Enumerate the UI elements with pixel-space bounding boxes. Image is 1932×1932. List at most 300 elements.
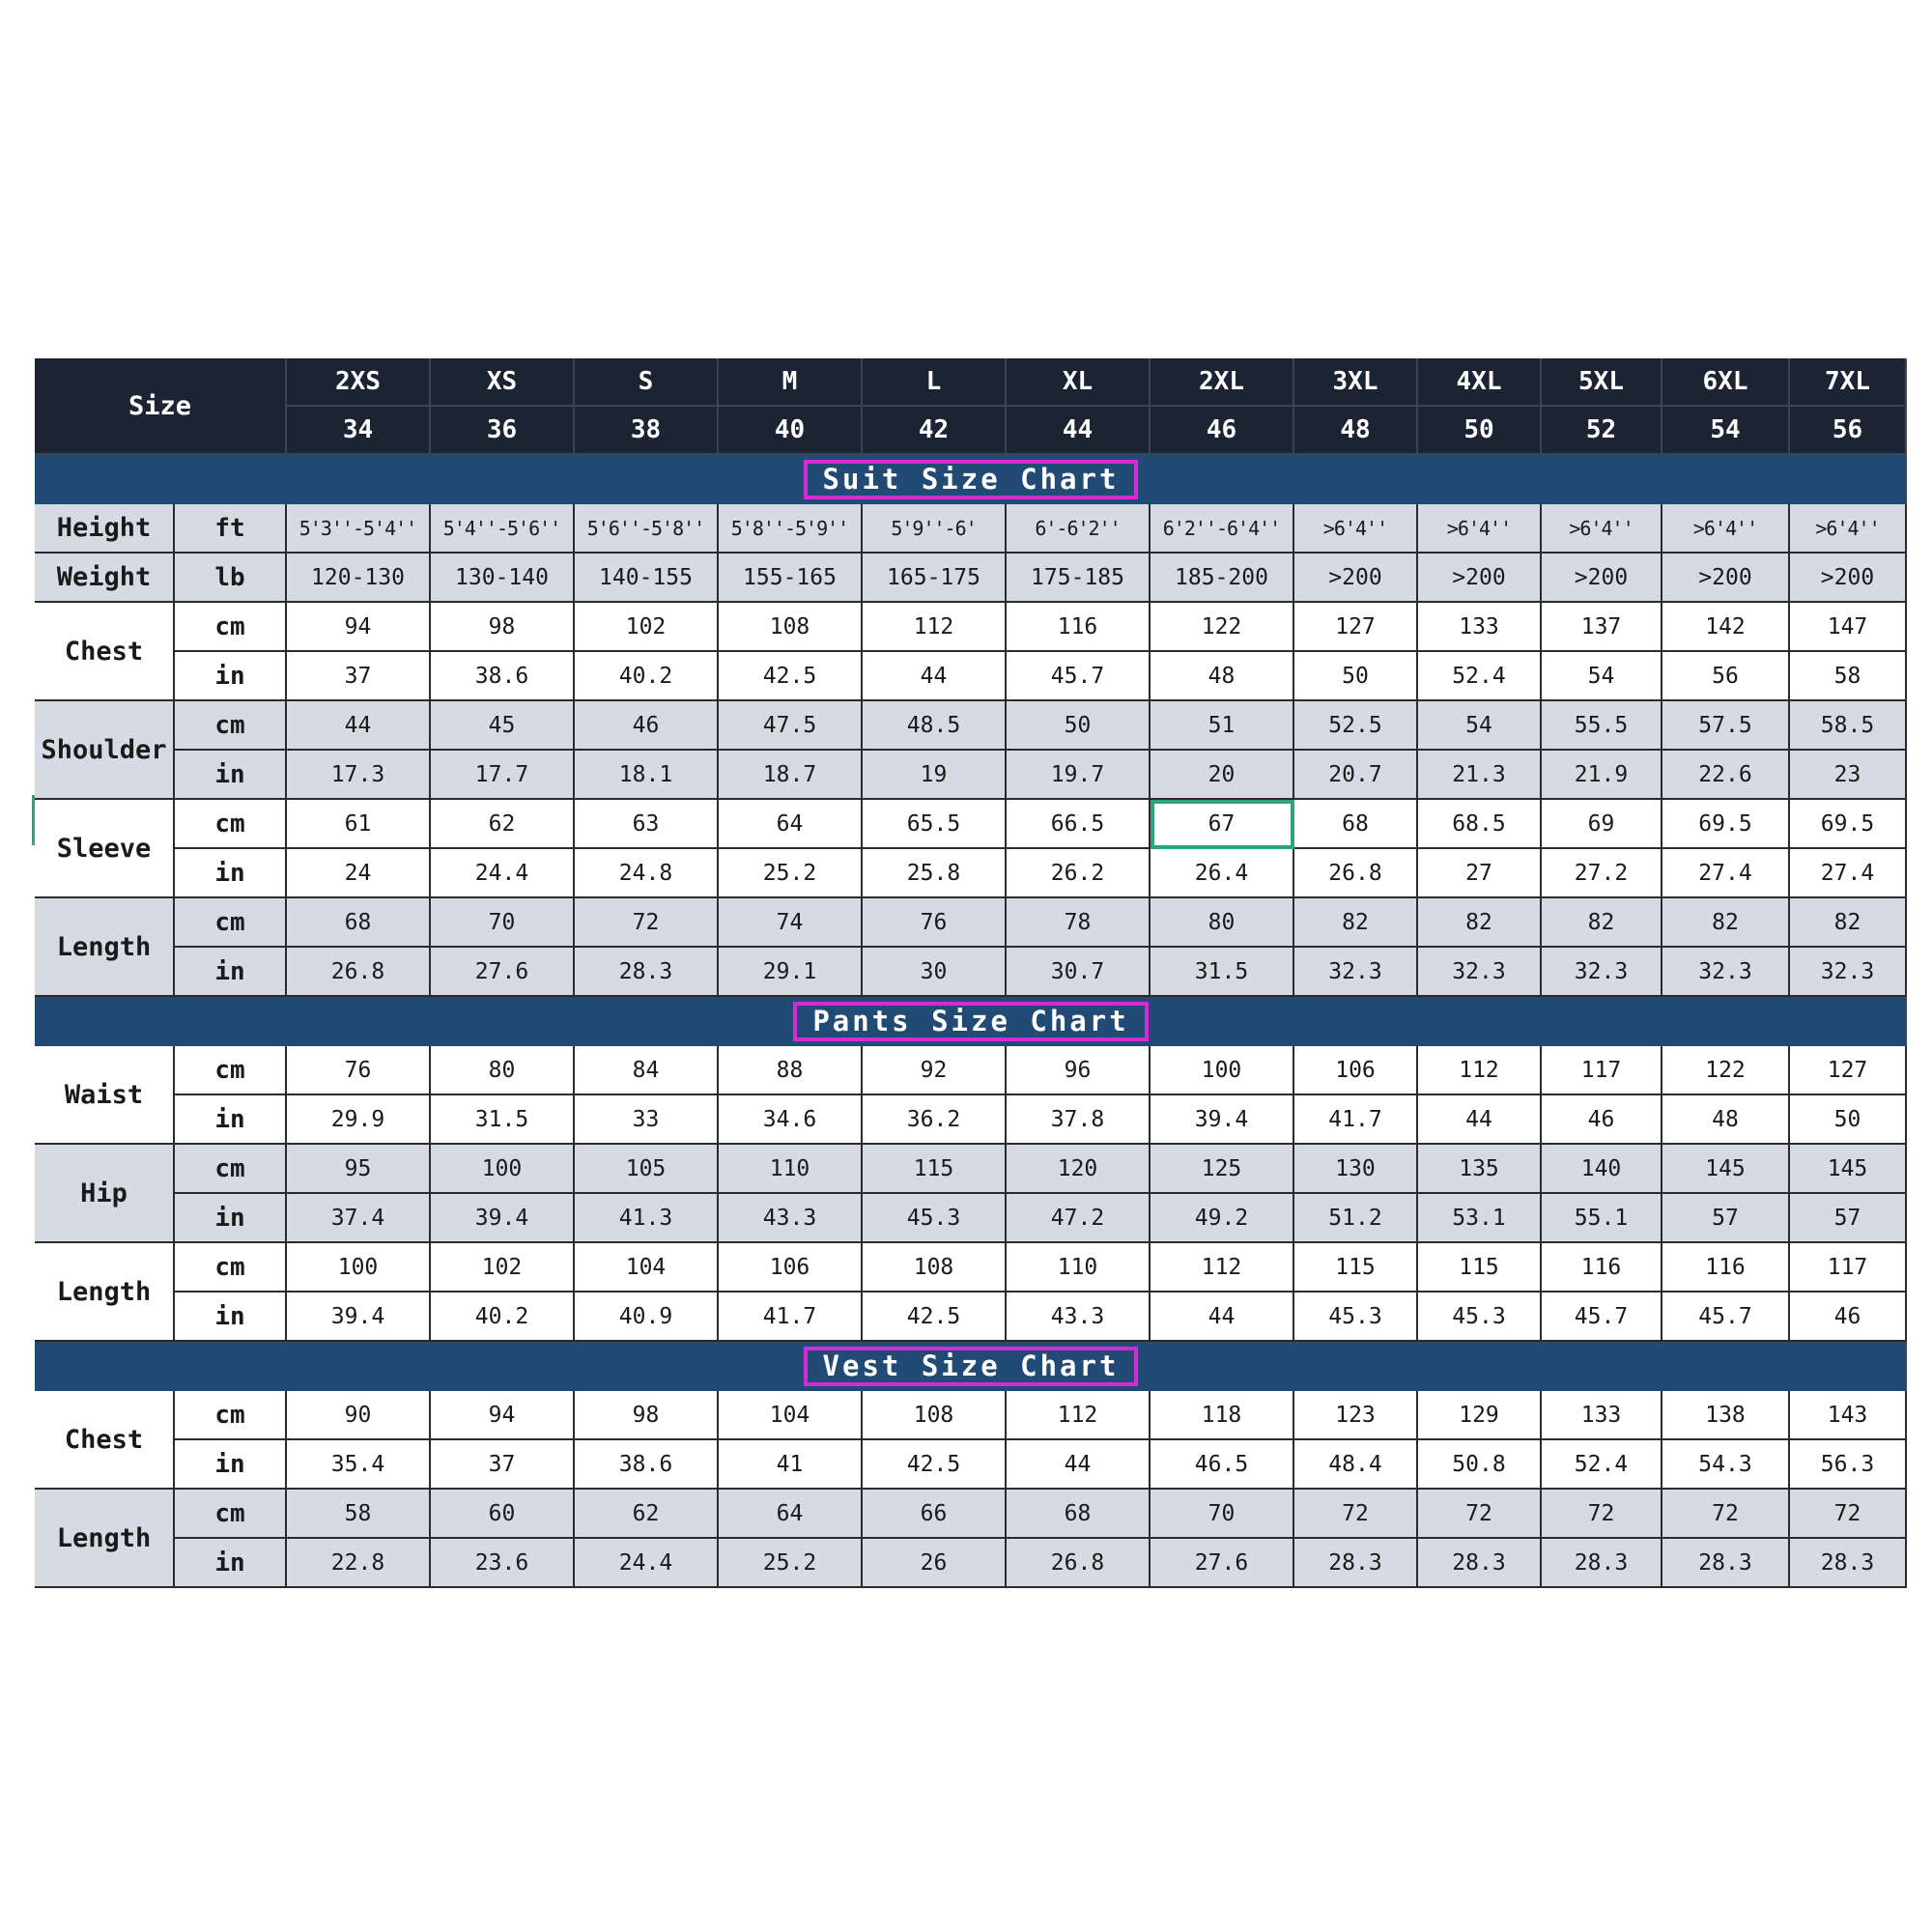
value-cell: 24 [287,849,431,898]
value-cell: 20.7 [1294,751,1418,800]
value-cell: 145 [1790,1145,1907,1194]
value-cell: 52.4 [1542,1440,1662,1490]
value-cell: 72 [1542,1490,1662,1539]
section-title: Suit Size Chart [804,460,1139,499]
value-cell: 155-165 [719,554,863,603]
value-cell: 38.6 [431,652,575,701]
value-cell: 5'6''-5'8'' [575,504,719,554]
value-cell: 112 [1007,1391,1151,1440]
value-cell: 137 [1542,603,1662,652]
value-cell: 68.5 [1418,800,1542,849]
size-letter-header: 2XS [287,358,431,407]
value-cell: 100 [1151,1046,1294,1095]
row-label: Waist [35,1046,175,1145]
value-cell: 37.4 [287,1194,431,1243]
value-cell: 58.5 [1790,701,1907,751]
value-cell: 21.3 [1418,751,1542,800]
value-cell: 32.3 [1418,948,1542,997]
value-cell: 106 [719,1243,863,1293]
value-cell: 105 [575,1145,719,1194]
value-cell: 44 [287,701,431,751]
value-cell: 98 [575,1391,719,1440]
value-cell: 43.3 [1007,1293,1151,1342]
value-cell: 57.5 [1662,701,1790,751]
unit-label: cm [175,1046,287,1095]
value-cell: 94 [431,1391,575,1440]
value-cell: 130-140 [431,554,575,603]
value-cell: 142 [1662,603,1790,652]
value-cell: 45.3 [1294,1293,1418,1342]
unit-label: in [175,1539,287,1588]
value-cell: 32.3 [1662,948,1790,997]
value-cell: >200 [1294,554,1418,603]
value-cell: 90 [287,1391,431,1440]
value-cell: 92 [863,1046,1007,1095]
value-cell: 41.7 [719,1293,863,1342]
value-cell: 108 [863,1243,1007,1293]
value-cell: 41 [719,1440,863,1490]
value-cell: 122 [1151,603,1294,652]
value-cell: 45.3 [1418,1293,1542,1342]
value-cell: 62 [575,1490,719,1539]
unit-label: cm [175,603,287,652]
size-number-header: 36 [431,407,575,455]
value-cell: 117 [1790,1243,1907,1293]
value-cell: 58 [1790,652,1907,701]
value-cell: 49.2 [1151,1194,1294,1243]
value-cell: 165-175 [863,554,1007,603]
value-cell: 46 [1790,1293,1907,1342]
value-cell: 112 [863,603,1007,652]
value-cell: 23 [1790,751,1907,800]
row-label: Weight [35,554,175,603]
value-cell: 135 [1418,1145,1542,1194]
size-letter-header: S [575,358,719,407]
value-cell: 80 [431,1046,575,1095]
value-cell: 60 [431,1490,575,1539]
value-cell: 41.3 [575,1194,719,1243]
value-cell: 42.5 [863,1293,1007,1342]
value-cell: 55.5 [1542,701,1662,751]
value-cell: 62 [431,800,575,849]
value-cell: 44 [1418,1095,1542,1145]
value-cell: 28.3 [575,948,719,997]
value-cell: 48 [1662,1095,1790,1145]
value-cell: 39.4 [1151,1095,1294,1145]
row-label: Chest [35,1391,175,1490]
value-cell: 185-200 [1151,554,1294,603]
value-cell: 17.3 [287,751,431,800]
unit-label: in [175,1095,287,1145]
value-cell: 48.4 [1294,1440,1418,1490]
value-cell: 29.9 [287,1095,431,1145]
unit-label: cm [175,1145,287,1194]
value-cell: 72 [1418,1490,1542,1539]
value-cell: 45.7 [1542,1293,1662,1342]
size-letter-header: 7XL [1790,358,1907,407]
value-cell: 54 [1418,701,1542,751]
value-cell: 118 [1151,1391,1294,1440]
value-cell: 18.1 [575,751,719,800]
unit-label: cm [175,1490,287,1539]
value-cell: 84 [575,1046,719,1095]
value-cell: 115 [1294,1243,1418,1293]
value-cell: 102 [575,603,719,652]
value-cell: 27.6 [431,948,575,997]
value-cell: 104 [575,1243,719,1293]
value-cell: 31.5 [431,1095,575,1145]
value-cell: 80 [1151,898,1294,948]
value-cell: 46 [1542,1095,1662,1145]
value-cell: 27 [1418,849,1542,898]
value-cell: 53.1 [1418,1194,1542,1243]
value-cell: 125 [1151,1145,1294,1194]
value-cell: 100 [287,1243,431,1293]
value-cell: 64 [719,1490,863,1539]
unit-label: in [175,652,287,701]
value-cell: 120 [1007,1145,1151,1194]
size-header-label: Size [35,358,287,455]
size-letter-header: M [719,358,863,407]
value-cell: 24.4 [431,849,575,898]
value-cell: 19 [863,751,1007,800]
value-cell: 6'-6'2'' [1007,504,1151,554]
value-cell: 112 [1151,1243,1294,1293]
size-number-header: 44 [1007,407,1151,455]
size-number-header: 56 [1790,407,1907,455]
value-cell: 147 [1790,603,1907,652]
value-cell: 46 [575,701,719,751]
size-letter-header: 3XL [1294,358,1418,407]
value-cell: 24.8 [575,849,719,898]
size-number-header: 34 [287,407,431,455]
value-cell: >6'4'' [1790,504,1907,554]
size-letter-header: 5XL [1542,358,1662,407]
value-cell: 175-185 [1007,554,1151,603]
size-letter-header: 2XL [1151,358,1294,407]
value-cell: 5'8''-5'9'' [719,504,863,554]
value-cell: 29.1 [719,948,863,997]
value-cell: 116 [1542,1243,1662,1293]
value-cell: 82 [1418,898,1542,948]
value-cell: 110 [719,1145,863,1194]
row-label: Sleeve [35,800,175,898]
value-cell: 47.2 [1007,1194,1151,1243]
value-cell: 45.7 [1007,652,1151,701]
value-cell: 37 [287,652,431,701]
value-cell: 47.5 [719,701,863,751]
value-cell: 35.4 [287,1440,431,1490]
value-cell: 25.8 [863,849,1007,898]
value-cell: 44 [863,652,1007,701]
value-cell: 74 [719,898,863,948]
size-number-header: 42 [863,407,1007,455]
value-cell: 115 [863,1145,1007,1194]
value-cell: 66.5 [1007,800,1151,849]
value-cell: 27.4 [1662,849,1790,898]
value-cell: 39.4 [431,1194,575,1243]
value-cell: 129 [1418,1391,1542,1440]
size-letter-header: XL [1007,358,1151,407]
value-cell: 56.3 [1790,1440,1907,1490]
value-cell: 28.3 [1542,1539,1662,1588]
value-cell: 5'9''-6' [863,504,1007,554]
value-cell: 58 [287,1490,431,1539]
value-cell: 26 [863,1539,1007,1588]
section-header [35,1342,1907,1391]
value-cell: 76 [863,898,1007,948]
value-cell: 70 [431,898,575,948]
value-cell: 21.9 [1542,751,1662,800]
value-cell: 48 [1151,652,1294,701]
value-cell: 36.2 [863,1095,1007,1145]
value-cell: >6'4'' [1294,504,1418,554]
value-cell: 72 [1294,1490,1418,1539]
value-cell: 44 [1151,1293,1294,1342]
value-cell: 120-130 [287,554,431,603]
value-cell: 116 [1007,603,1151,652]
value-cell: 50 [1790,1095,1907,1145]
value-cell: 28.3 [1418,1539,1542,1588]
unit-label: in [175,1194,287,1243]
size-number-header: 48 [1294,407,1418,455]
value-cell: >200 [1418,554,1542,603]
unit-label: ft [175,504,287,554]
value-cell: 57 [1662,1194,1790,1243]
value-cell: 127 [1294,603,1418,652]
value-cell: 5'4''-5'6'' [431,504,575,554]
unit-label: in [175,1440,287,1490]
value-cell: 32.3 [1294,948,1418,997]
value-cell: 43.3 [719,1194,863,1243]
value-cell: >6'4'' [1662,504,1790,554]
value-cell: 30.7 [1007,948,1151,997]
value-cell: 116 [1662,1243,1790,1293]
value-cell: 133 [1418,603,1542,652]
unit-label: in [175,948,287,997]
selection-edge-marker [32,795,35,845]
row-label: Length [35,898,175,997]
value-cell: 72 [1790,1490,1907,1539]
value-cell: 68 [1294,800,1418,849]
value-cell: 56 [1662,652,1790,701]
size-chart-table [35,358,1907,1580]
value-cell: 88 [719,1046,863,1095]
value-cell: 28.3 [1294,1539,1418,1588]
value-cell: 68 [1007,1490,1151,1539]
value-cell: 69.5 [1662,800,1790,849]
value-cell: 54.3 [1662,1440,1790,1490]
value-cell: 130 [1294,1145,1418,1194]
value-cell: 42.5 [719,652,863,701]
value-cell: 94 [287,603,431,652]
value-cell: 69 [1542,800,1662,849]
value-cell: 18.7 [719,751,863,800]
row-label: Length [35,1243,175,1342]
value-cell: >200 [1542,554,1662,603]
row-label: Shoulder [35,701,175,800]
unit-label: in [175,751,287,800]
value-cell: 27.2 [1542,849,1662,898]
value-cell: 51 [1151,701,1294,751]
row-label: Chest [35,603,175,701]
value-cell: 69.5 [1790,800,1907,849]
value-cell: 20 [1151,751,1294,800]
value-cell: 45 [431,701,575,751]
size-number-header: 52 [1542,407,1662,455]
value-cell: 6'2''-6'4'' [1151,504,1294,554]
value-cell: 104 [719,1391,863,1440]
size-letter-header: 6XL [1662,358,1790,407]
value-cell: 52.5 [1294,701,1418,751]
value-cell: 28.3 [1790,1539,1907,1588]
value-cell: 127 [1790,1046,1907,1095]
value-cell: >200 [1662,554,1790,603]
value-cell: 115 [1418,1243,1542,1293]
row-label: Length [35,1490,175,1588]
value-cell: 51.2 [1294,1194,1418,1243]
value-cell: 67 [1151,800,1294,849]
value-cell: 82 [1662,898,1790,948]
value-cell: 70 [1151,1490,1294,1539]
value-cell: 108 [719,603,863,652]
value-cell: 26.4 [1151,849,1294,898]
value-cell: 112 [1418,1046,1542,1095]
value-cell: 33 [575,1095,719,1145]
value-cell: 19.7 [1007,751,1151,800]
value-cell: 26.2 [1007,849,1151,898]
value-cell: 145 [1662,1145,1790,1194]
value-cell: 25.2 [719,849,863,898]
value-cell: 26.8 [1007,1539,1151,1588]
value-cell: 42.5 [863,1440,1007,1490]
value-cell: 98 [431,603,575,652]
value-cell: 48.5 [863,701,1007,751]
value-cell: 38.6 [575,1440,719,1490]
size-number-header: 50 [1418,407,1542,455]
value-cell: 37 [431,1440,575,1490]
value-cell: 31.5 [1151,948,1294,997]
value-cell: 46.5 [1151,1440,1294,1490]
value-cell: 27.4 [1790,849,1907,898]
section-header [35,997,1907,1046]
value-cell: 82 [1294,898,1418,948]
value-cell: 72 [1662,1490,1790,1539]
value-cell: 123 [1294,1391,1418,1440]
size-number-header: 46 [1151,407,1294,455]
value-cell: 28.3 [1662,1539,1790,1588]
value-cell: 41.7 [1294,1095,1418,1145]
value-cell: >200 [1790,554,1907,603]
value-cell: 82 [1790,898,1907,948]
value-cell: 27.6 [1151,1539,1294,1588]
value-cell: 96 [1007,1046,1151,1095]
value-cell: 122 [1662,1046,1790,1095]
value-cell: 76 [287,1046,431,1095]
value-cell: 34.6 [719,1095,863,1145]
value-cell: 82 [1542,898,1662,948]
value-cell: 140-155 [575,554,719,603]
value-cell: 55.1 [1542,1194,1662,1243]
value-cell: 45.3 [863,1194,1007,1243]
value-cell: 22.8 [287,1539,431,1588]
unit-label: lb [175,554,287,603]
size-number-header: 54 [1662,407,1790,455]
value-cell: 50 [1294,652,1418,701]
value-cell: 63 [575,800,719,849]
value-cell: 78 [1007,898,1151,948]
value-cell: 100 [431,1145,575,1194]
value-cell: 117 [1542,1046,1662,1095]
value-cell: 138 [1662,1391,1790,1440]
size-letter-header: L [863,358,1007,407]
unit-label: cm [175,898,287,948]
unit-label: cm [175,1391,287,1440]
value-cell: 44 [1007,1440,1151,1490]
value-cell: 66 [863,1490,1007,1539]
value-cell: 57 [1790,1194,1907,1243]
value-cell: 50 [1007,701,1151,751]
value-cell: 23.6 [431,1539,575,1588]
value-cell: 68 [287,898,431,948]
section-title: Vest Size Chart [804,1347,1139,1386]
value-cell: 17.7 [431,751,575,800]
value-cell: 32.3 [1542,948,1662,997]
unit-label: cm [175,800,287,849]
value-cell: 37.8 [1007,1095,1151,1145]
value-cell: 108 [863,1391,1007,1440]
value-cell: 25.2 [719,1539,863,1588]
value-cell: 32.3 [1790,948,1907,997]
value-cell: 102 [431,1243,575,1293]
value-cell: 40.2 [431,1293,575,1342]
value-cell: 26.8 [287,948,431,997]
value-cell: 65.5 [863,800,1007,849]
value-cell: 39.4 [287,1293,431,1342]
value-cell: >6'4'' [1418,504,1542,554]
unit-label: in [175,1293,287,1342]
value-cell: 143 [1790,1391,1907,1440]
value-cell: 30 [863,948,1007,997]
unit-label: cm [175,1243,287,1293]
row-label: Height [35,504,175,554]
value-cell: 61 [287,800,431,849]
value-cell: 26.8 [1294,849,1418,898]
value-cell: 72 [575,898,719,948]
section-title: Pants Size Chart [793,1002,1148,1041]
unit-label: in [175,849,287,898]
value-cell: 50.8 [1418,1440,1542,1490]
section-header [35,455,1907,504]
value-cell: 133 [1542,1391,1662,1440]
value-cell: 5'3''-5'4'' [287,504,431,554]
value-cell: 45.7 [1662,1293,1790,1342]
value-cell: 22.6 [1662,751,1790,800]
value-cell: 40.2 [575,652,719,701]
size-number-header: 38 [575,407,719,455]
unit-label: cm [175,701,287,751]
value-cell: 140 [1542,1145,1662,1194]
value-cell: 40.9 [575,1293,719,1342]
value-cell: 52.4 [1418,652,1542,701]
value-cell: 110 [1007,1243,1151,1293]
value-cell: >6'4'' [1542,504,1662,554]
value-cell: 24.4 [575,1539,719,1588]
row-label: Hip [35,1145,175,1243]
size-number-header: 40 [719,407,863,455]
size-letter-header: 4XL [1418,358,1542,407]
value-cell: 54 [1542,652,1662,701]
